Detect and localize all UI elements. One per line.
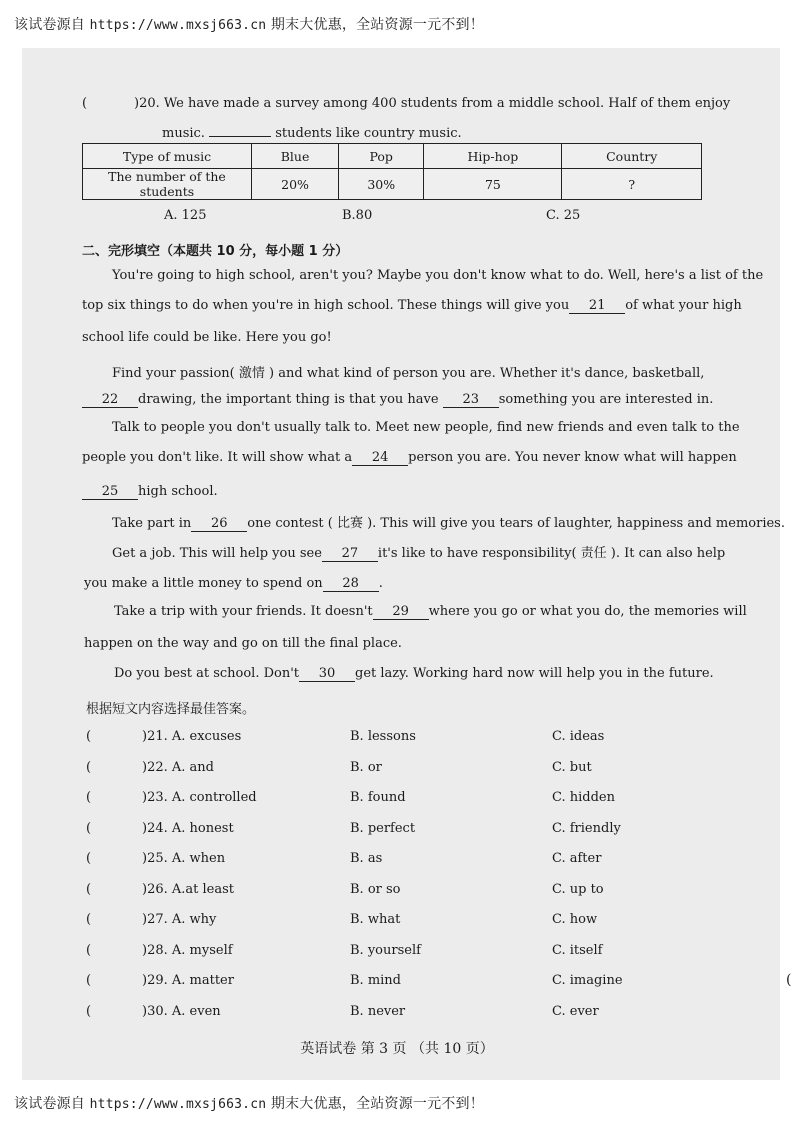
question-row [86, 973, 706, 991]
q20-option-b: B.80 [342, 208, 373, 223]
option-b: B. mind [350, 973, 401, 988]
passage-text: top six things to do when you're in high school. These things will give you [82, 298, 570, 313]
answer-paren: ( [86, 943, 92, 958]
option-a: )29. A. matter [142, 973, 234, 988]
passage-text: Get a job. This will help you see [112, 546, 322, 561]
answer-paren: ( [86, 973, 92, 988]
option-c: C. hidden [552, 790, 615, 805]
blank-26: 26 [191, 516, 247, 532]
passage-line [114, 666, 714, 682]
answer-paren: ( [86, 882, 92, 897]
option-a: )21. A. excuses [142, 729, 242, 744]
passage-text: high school. [138, 484, 218, 499]
banner-prefix: 该试卷源自 [14, 1096, 85, 1112]
option-a: )27. A. why [142, 912, 217, 927]
passage-text: get lazy. Working hard now will help you in the future. [355, 666, 714, 681]
passage-text: person you are. You never know what will happen [408, 450, 737, 465]
option-a: )23. A. controlled [142, 790, 257, 805]
passage-line [82, 450, 737, 466]
passage-line: happen on the way and go on till the final place. [84, 636, 402, 651]
option-c: C. ideas [552, 729, 605, 744]
q20-line2 [162, 126, 462, 141]
passage-text: Take part in [112, 516, 192, 531]
table-cell: 75 [424, 169, 562, 200]
banner-url[interactable]: https://www.mxsj663.cn [89, 18, 267, 33]
passage-text: of what your high [625, 298, 742, 313]
option-a: )22. A. and [142, 760, 214, 775]
question-row [86, 821, 706, 839]
option-c: C. friendly [552, 821, 621, 836]
passage-line [112, 512, 785, 532]
table-cell: 30% [339, 169, 424, 200]
header-cell: Country [562, 144, 702, 169]
passage-text: drawing, the important thing is that you have [138, 392, 439, 407]
question-row [86, 851, 706, 869]
passage-text: one contest ( 比赛 ). This will give you tears of laughter, happiness and memories. [247, 516, 785, 531]
banner-suffix: 期末大优惠，全站资源一元不到！ [270, 17, 484, 33]
option-c: C. up to [552, 882, 604, 897]
q20-paren: ( [82, 96, 88, 111]
passage-line: You're going to high school, aren't you? Maybe you don't know what to do. Well, here's a list of the [112, 268, 764, 283]
q20-option-a: A. 125 [164, 208, 207, 223]
option-c: C. after [552, 851, 602, 866]
passage-text: Do you best at school. Don't [114, 666, 300, 681]
option-b: B. or so [350, 882, 401, 897]
option-a: )30. A. even [142, 1004, 221, 1019]
q20-line2-post: students like country music. [275, 126, 462, 141]
answer-paren: ( [86, 912, 92, 927]
header-cell: Type of music [83, 144, 252, 169]
blank-29: 29 [373, 604, 429, 620]
source-banner-bottom [14, 1093, 484, 1113]
passage-text: you make a little money to spend on [84, 576, 323, 591]
question-row [86, 729, 706, 747]
banner-suffix: 期末大优惠，全站资源一元不到！ [270, 1096, 484, 1112]
passage-line [82, 392, 713, 408]
option-b: B. yourself [350, 943, 421, 958]
table-cell: The number of the students [83, 169, 252, 200]
question-row [86, 912, 706, 930]
answer-paren: ( [86, 821, 92, 836]
option-c: C. imagine [552, 973, 623, 988]
option-c: C. itself [552, 943, 603, 958]
table-cell: ? [562, 169, 702, 200]
passage-text: it's like to have responsibility( 责任 ). It can also help [377, 546, 726, 561]
passage-text: something you are interested in. [498, 392, 714, 407]
question-row [86, 943, 706, 961]
option-c: C. but [552, 760, 592, 775]
question-row [86, 1004, 706, 1022]
option-b: B. perfect [350, 821, 416, 836]
music-survey-table [82, 143, 702, 200]
blank-25: 25 [82, 484, 138, 500]
q20-blank [209, 136, 271, 137]
q20-line2-pre: music. [162, 126, 205, 141]
blank-27: 27 [322, 546, 378, 562]
passage-text: Take a trip with your friends. It doesn't [114, 604, 373, 619]
q20-option-c: C. 25 [546, 208, 581, 223]
answer-paren: ( [86, 760, 92, 775]
table-row [83, 169, 702, 200]
option-b: B. as [350, 851, 383, 866]
instruction-text: 根据短文内容选择最佳答案。 [86, 702, 256, 717]
passage-line: school life could be like. Here you go! [82, 330, 332, 345]
question-row [86, 882, 706, 900]
passage-line [82, 484, 218, 500]
banner-url[interactable]: https://www.mxsj663.cn [89, 1097, 267, 1112]
page-footer: 英语试卷 第 3 页 （共 10 页） [300, 1041, 494, 1057]
option-a: )25. A. when [142, 851, 226, 866]
section-title: 二、完形填空（本题共 10 分，每小题 1 分） [82, 244, 349, 259]
blank-24: 24 [352, 450, 408, 466]
passage-line [112, 542, 725, 562]
blank-21: 21 [569, 298, 625, 314]
blank-30: 30 [299, 666, 355, 682]
edge-paren: ( [786, 972, 792, 988]
answer-paren: ( [86, 1004, 92, 1019]
option-a: )28. A. myself [142, 943, 233, 958]
q20-line1: )20. We have made a survey among 400 students from a middle school. Half of them enjoy [134, 96, 731, 111]
passage-line [82, 298, 742, 314]
answer-paren: ( [86, 790, 92, 805]
passage-line [114, 604, 747, 620]
answer-paren: ( [86, 851, 92, 866]
header-cell: Hip-hop [424, 144, 562, 169]
blank-23: 23 [443, 392, 499, 408]
option-b: B. never [350, 1004, 406, 1019]
answer-paren: ( [86, 729, 92, 744]
option-a: )24. A. honest [142, 821, 234, 836]
passage-line: Talk to people you don't usually talk to. Meet new people, find new friends and even talk to the [112, 420, 740, 435]
passage-text: people you don't like. It will show what a [82, 450, 353, 465]
passage-line [84, 576, 383, 592]
option-b: B. found [350, 790, 406, 805]
passage-line: Find your passion( 激情 ) and what kind of person you are. Whether it's dance, basketball, [112, 366, 705, 381]
header-cell: Blue [252, 144, 339, 169]
table-cell: 20% [252, 169, 339, 200]
option-c: C. how [552, 912, 598, 927]
banner-prefix: 该试卷源自 [14, 17, 85, 33]
question-row [86, 790, 706, 808]
option-a: )26. A.at least [142, 882, 235, 897]
option-b: B. or [350, 760, 382, 775]
passage-text: . [378, 576, 383, 591]
blank-22: 22 [82, 392, 138, 408]
question-row [86, 760, 706, 778]
passage-text: where you go or what you do, the memories will [428, 604, 747, 619]
option-c: C. ever [552, 1004, 599, 1019]
header-cell: Pop [339, 144, 424, 169]
blank-28: 28 [323, 576, 379, 592]
table-header-row [83, 144, 702, 169]
option-b: B. lessons [350, 729, 416, 744]
option-b: B. what [350, 912, 401, 927]
